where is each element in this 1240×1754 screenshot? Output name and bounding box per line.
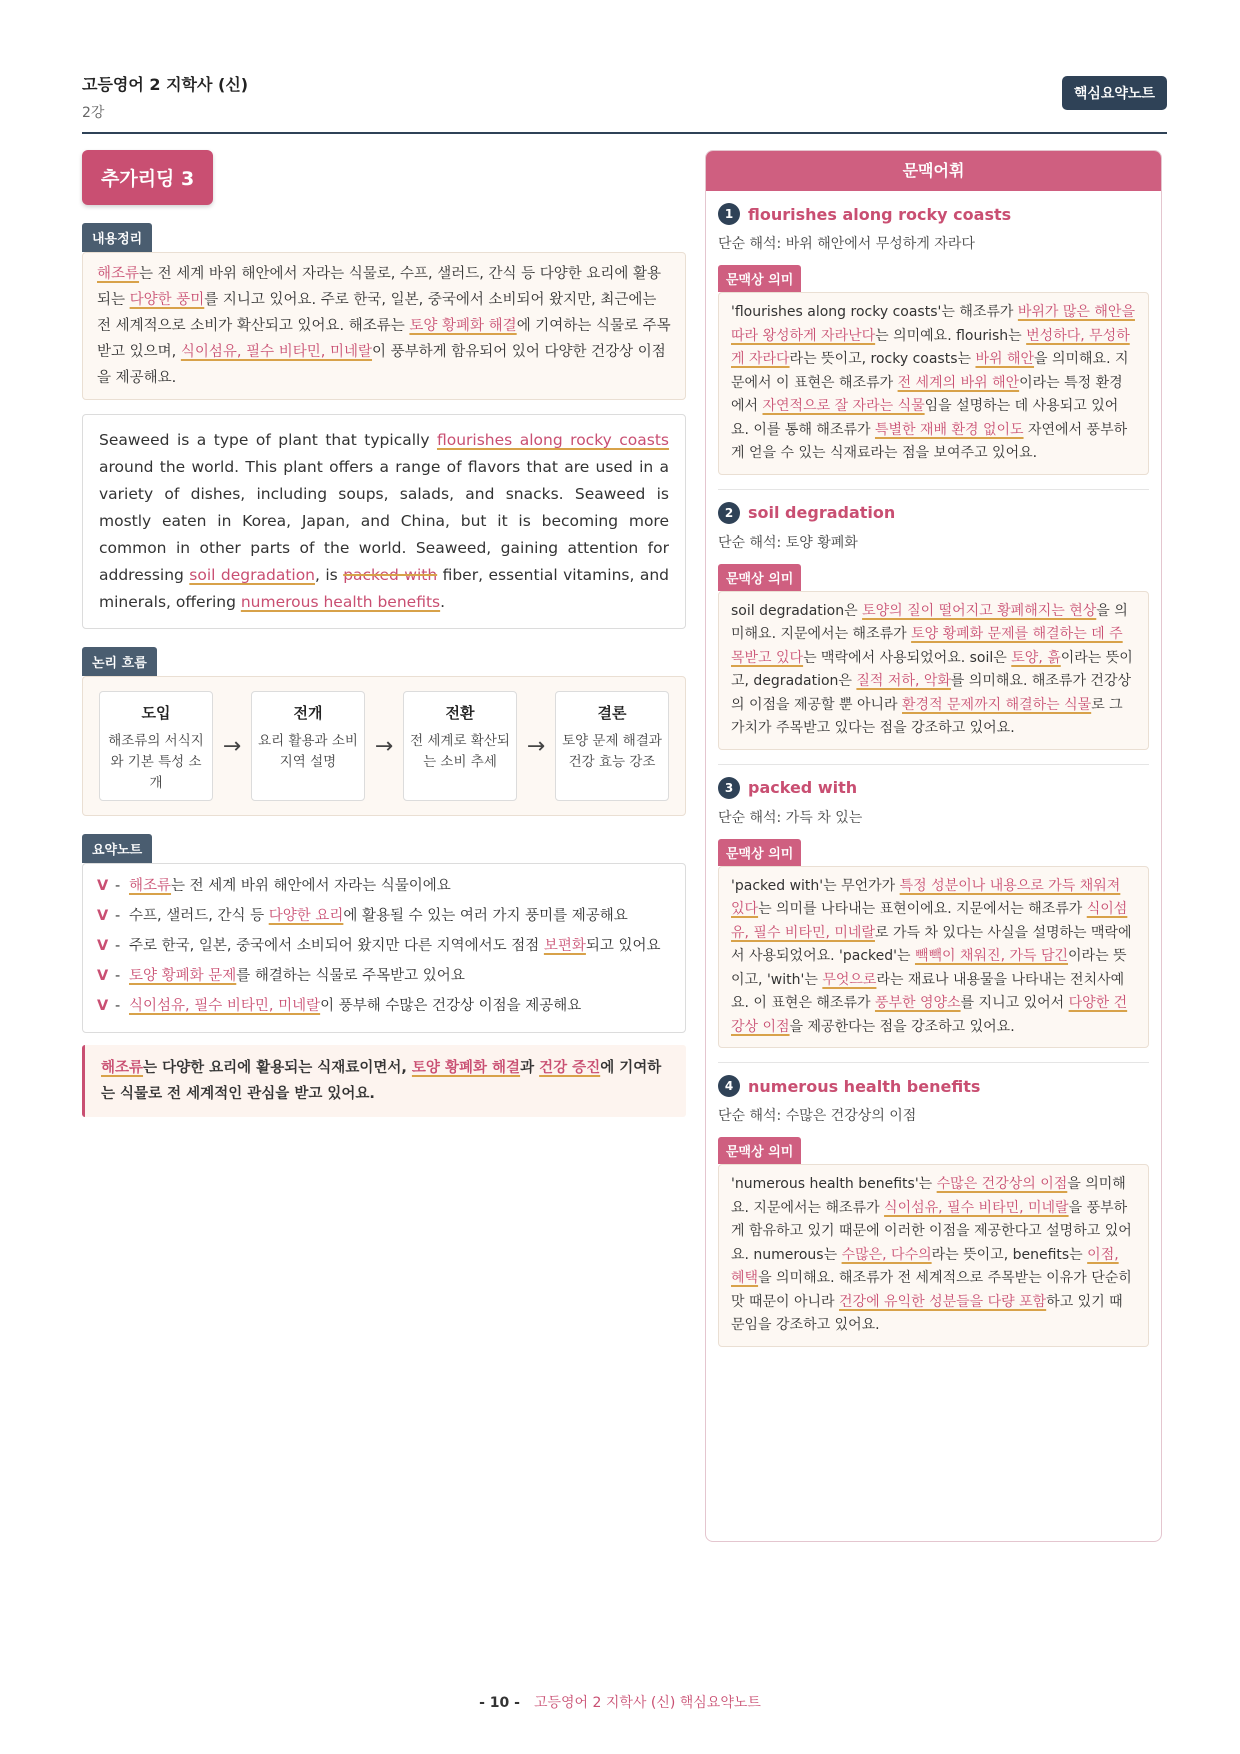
- check-mark: V: [97, 998, 109, 1014]
- notes-section: [82, 834, 686, 1033]
- context-text: 'flourishes along rocky coasts'는 해조류가 바위가 많은 해안을 따라 왕성하게 자라난다는 의미예요. flourish는 번성하다, 무성하게 자라다라는 뜻이고, rocky coasts는 바위 해안을 의미해요. 지문에서 이 표현은 해조류가 전 세계의 바위 해안이라는 특정 환경에서 자연적으로 잘 자라는 식물임을 설명하는 데 사용되고 있어요. 이를 통해 해조류가 특별한 재배 환경 없이도 자연에서 풍부하게 얻을 수 있는 식재료라는 점을 보여주고 있어요.: [718, 292, 1149, 475]
- flow-diagram: [82, 676, 686, 816]
- divider: [718, 489, 1149, 490]
- footer-title: 고등영어 2 지학사 (신) 핵심요약노트: [533, 1695, 761, 1711]
- number-badge: 3: [718, 777, 740, 799]
- vocab-title: 문맥어휘: [706, 151, 1161, 191]
- vocab-panel: [705, 150, 1162, 1542]
- left-column: [82, 150, 686, 1117]
- flow-card-development: [251, 691, 365, 801]
- vocab-term: numerous health benefits: [748, 1076, 981, 1096]
- simple-meaning: 단순 해석: 수많은 건강상의 이점: [718, 1108, 917, 1124]
- highlight-term: 특정 성분이나 내용으로 가득 채워져 있다: [731, 877, 1121, 917]
- flow-card-intro: [99, 691, 213, 801]
- highlight-term: 건강에 유익한 성분들을 다량 포함: [839, 1293, 1047, 1310]
- vocab-item-4: [718, 1075, 1149, 1347]
- note-text: 해조류는 전 세계 바위 해안에서 자라는 식물이에요: [129, 878, 451, 894]
- context-tag: 문맥상 의미: [718, 839, 801, 866]
- check-mark: V: [97, 968, 109, 984]
- document-title: 고등영어 2 지학사 (신): [82, 75, 249, 94]
- context-text: 'numerous health benefits'는 수많은 건강상의 이점을 의미해요. 지문에서는 해조류가 식이섬유, 필수 비타민, 미네랄을 풍부하게 함유하고 있기 때문에 이러한 이점을 제공한다고 설명하고 있어요. numerous는 수많은, 다수의라는 뜻이고, benefits는 이점, 혜택을 의미해요. 해조류가 전 세계적으로 주목받는 이유가 단순히 맛 때문이 아니라 건강에 유익한 성분들을 다량 포함하고 있기 때문임을 강조하고 있어요.: [718, 1164, 1149, 1347]
- number-badge: 2: [718, 502, 740, 524]
- vocab-term: packed with: [748, 778, 858, 797]
- highlight-term: 토양의 질이 떨어지고 황폐해지는 현상: [862, 602, 1097, 619]
- highlight-term: 해조류: [97, 266, 140, 282]
- highlight-term: 전 세계의 바위 해안: [897, 374, 1020, 391]
- highlight-term: 이점, 혜택: [731, 1246, 1119, 1286]
- list-item: V - 수프, 샐러드, 간식 등 다양한 요리에 활용될 수 있는 여러 가지 풍미를 제공해요: [97, 904, 671, 928]
- flow-card-head: 전개: [293, 704, 323, 722]
- arrow-right-icon: →: [526, 733, 546, 759]
- summary-tag: 내용정리: [82, 223, 152, 252]
- flow-card-body: 해조류의 서식지와 기본 특성 소개: [108, 733, 204, 791]
- summary-section: [82, 223, 686, 400]
- context-text: 'packed with'는 무언가가 특정 성분이나 내용으로 가득 채워져 있다는 의미를 나타내는 표현이에요. 지문에서는 해조류가 식이섬유, 필수 비타민, 미네랄로 가득 차 있다는 사실을 설명하는 맥락에서 사용되었어요. 'packed'는 빽빽이 채워진, 가득 담긴이라는 뜻이고, 'with'는 무엇으로라는 재료나 내용물을 나타내는 전치사예요. 이 표현은 해조류가 풍부한 영양소를 지니고 있어서 다양한 건강상 이점을 제공한다는 점을 강조하고 있어요.: [718, 866, 1149, 1049]
- highlight-term: 무엇으로: [822, 971, 877, 988]
- highlight-term: 보편화: [543, 938, 586, 954]
- flow-card-head: 결론: [597, 704, 627, 722]
- highlight-term: flourishes along rocky coasts: [436, 431, 670, 449]
- flow-card-body: 토양 문제 해결과 건강 효능 강조: [562, 733, 662, 770]
- context-tag: 문맥상 의미: [718, 564, 801, 591]
- context-tag: 문맥상 의미: [718, 265, 801, 292]
- struck-term: packed with: [343, 566, 438, 584]
- highlight-term: 식이섬유, 필수 비타민, 미네랄: [731, 901, 1128, 941]
- highlight-term: 환경적 문제까지 해결하는 식물: [902, 696, 1092, 713]
- page-footer: [0, 1692, 1240, 1712]
- list-item: V - 주로 한국, 일본, 중국에서 소비되어 왔지만 다른 지역에서도 점점 보편화되고 있어요: [97, 934, 671, 958]
- flow-card-head: 전환: [445, 704, 475, 722]
- highlight-term: 바위가 많은 해안을 따라 왕성하게 자라난다: [731, 304, 1135, 344]
- notes-list: [82, 863, 686, 1033]
- notes-tag: 요약노트: [82, 834, 152, 863]
- highlight-term: 질적 저하, 악화: [856, 673, 951, 689]
- highlight-term: 식이섬유, 필수 비타민, 미네랄: [180, 344, 373, 360]
- list-item: V - 토양 황폐화 문제를 해결하는 식물로 주목받고 있어요: [97, 964, 671, 988]
- note-text: 식이섬유, 필수 비타민, 미네랄이 풍부해 수많은 건강상 이점을 제공해요: [129, 998, 582, 1014]
- list-item: V - 해조류는 전 세계 바위 해안에서 자라는 식물이에요: [97, 874, 671, 898]
- list-item: V - 식이섬유, 필수 비타민, 미네랄이 풍부해 수많은 건강상 이점을 제공해요: [97, 994, 671, 1018]
- vocab-term: flourishes along rocky coasts: [748, 204, 1012, 224]
- check-mark: V: [97, 938, 109, 954]
- page-number: - 10 -: [479, 1695, 520, 1711]
- vocab-item-3: [718, 777, 1149, 1064]
- note-text: 토양 황폐화 문제를 해결하는 식물로 주목받고 있어요: [129, 968, 465, 984]
- divider: [718, 764, 1149, 765]
- highlight-term: 토양 황폐화 해결: [409, 318, 517, 334]
- highlight-term: 다양한 풍미: [129, 292, 205, 308]
- arrow-right-icon: →: [374, 733, 394, 759]
- highlight-term: soil degradation: [189, 566, 316, 584]
- flow-card-conclusion: [555, 691, 669, 801]
- highlight-term: 빽빽이 채워진, 가득 담긴: [914, 948, 1069, 964]
- highlight-term: 다양한 건강상 이점: [731, 995, 1128, 1035]
- highlight-term: 바위 해안: [975, 351, 1035, 367]
- highlight-term: 식이섬유, 필수 비타민, 미네랄: [884, 1199, 1069, 1216]
- highlight-term: 수많은 건강상의 이점: [936, 1176, 1068, 1192]
- check-mark: V: [97, 908, 109, 924]
- flow-card-turn: [403, 691, 517, 801]
- flow-card-body: 요리 활용과 소비 지역 설명: [258, 733, 358, 770]
- highlight-term: 토양 황폐화 문제를 해결하는 데 주목받고 있다: [731, 626, 1123, 666]
- arrow-right-icon: →: [222, 733, 242, 759]
- flow-card-body: 전 세계로 확산되는 소비 추세: [410, 733, 510, 770]
- highlight-term: 특별한 재배 환경 없이도: [874, 421, 1024, 438]
- simple-meaning: 단순 해석: 토양 황폐화: [718, 534, 858, 551]
- highlight-term: 토양, 흙: [1011, 649, 1061, 666]
- number-badge: 4: [718, 1075, 740, 1097]
- context-tag: 문맥상 의미: [718, 1137, 801, 1164]
- english-passage: Seaweed is a type of plant that typically flourishes along rocky coasts around the world. This plant offers a range of flavors that are used in a variety of dishes, including soups, salads, and snacks. Seaweed is mostly eaten in Korea, Japan, and China, but it is becoming more common in other parts of the world. Seaweed, gaining attention for addressing soil degradation, is packed with fiber, essential vitamins, and minerals, offering numerous health benefits.: [82, 414, 686, 629]
- summary-text: 해조류는 전 세계 바위 해안에서 자라는 식물로, 수프, 샐러드, 간식 등 다양한 요리에 활용되는 다양한 풍미를 지니고 있어요. 주로 한국, 일본, 중국에서 소비되어 왔지만, 최근에는 전 세계적으로 소비가 확산되고 있어요. 해조류는 토양 황폐화 해결에 기여하는 식물로 주목받고 있으며, 식이섬유, 필수 비타민, 미네랄이 풍부하게 함유되어 있어 다양한 건강상 이점을 제공해요.: [82, 252, 686, 400]
- highlight-term: 건강 증진: [539, 1060, 601, 1076]
- highlight-term: 해조류: [129, 878, 172, 894]
- highlight-term: 다양한 요리: [268, 908, 344, 924]
- flow-card-head: 도입: [141, 704, 171, 722]
- highlight-term: 수많은, 다수의: [841, 1246, 932, 1263]
- note-badge: 핵심요약노트: [1062, 76, 1167, 110]
- flow-section: [82, 647, 686, 816]
- vocab-item-2: [718, 502, 1149, 765]
- highlight-term: numerous health benefits: [240, 593, 441, 611]
- context-text: soil degradation은 토양의 질이 떨어지고 황폐해지는 현상을 의미해요. 지문에서는 해조류가 토양 황폐화 문제를 해결하는 데 주목받고 있다는 맥락에서 사용되었어요. soil은 토양, 흙이라는 뜻이고, degradation은 질적 저하, 악화를 의미해요. 해조류가 건강상의 이점을 제공할 뿐 아니라 환경적 문제까지 해결하는 식물로 그 가치가 주목받고 있다는 점을 강조하고 있어요.: [718, 591, 1149, 750]
- lesson-number: 2강: [82, 105, 105, 121]
- conclusion-box: 해조류는 다양한 요리에 활용되는 식재료이면서, 토양 황폐화 해결과 건강 증진에 기여하는 식물로 전 세계적인 관심을 받고 있어요.: [82, 1045, 686, 1117]
- highlight-term: 자연적으로 잘 자라는 식물: [762, 398, 925, 414]
- number-badge: 1: [718, 203, 740, 225]
- section-title: 추가리딩 3: [82, 150, 213, 205]
- page-header: [82, 70, 1167, 134]
- highlight-term: 풍부한 영양소: [874, 995, 961, 1011]
- highlight-term: 식이섬유, 필수 비타민, 미네랄: [129, 998, 321, 1014]
- flow-tag: 논리 흐름: [82, 647, 157, 676]
- vocab-term: soil degradation: [748, 503, 896, 522]
- divider: [718, 1062, 1149, 1063]
- note-text: 주로 한국, 일본, 중국에서 소비되어 왔지만 다른 지역에서도 점점 보편화되고 있어요: [129, 938, 661, 954]
- highlight-term: 토양 황폐화 해결: [411, 1060, 521, 1076]
- simple-meaning: 단순 해석: 바위 해안에서 무성하게 자라다: [718, 236, 975, 252]
- highlight-term: 번성하다, 무성하게 자라다: [731, 327, 1130, 367]
- highlight-term: 토양 황폐화 문제: [129, 968, 237, 984]
- note-text: 수프, 샐러드, 간식 등 다양한 요리에 활용될 수 있는 여러 가지 풍미를 제공해요: [129, 908, 628, 924]
- highlight-term: 해조류: [101, 1060, 144, 1076]
- vocab-item-1: [718, 203, 1149, 490]
- simple-meaning: 단순 해석: 가득 차 있는: [718, 809, 863, 826]
- vocab-list: [706, 203, 1161, 1347]
- check-mark: V: [97, 878, 109, 894]
